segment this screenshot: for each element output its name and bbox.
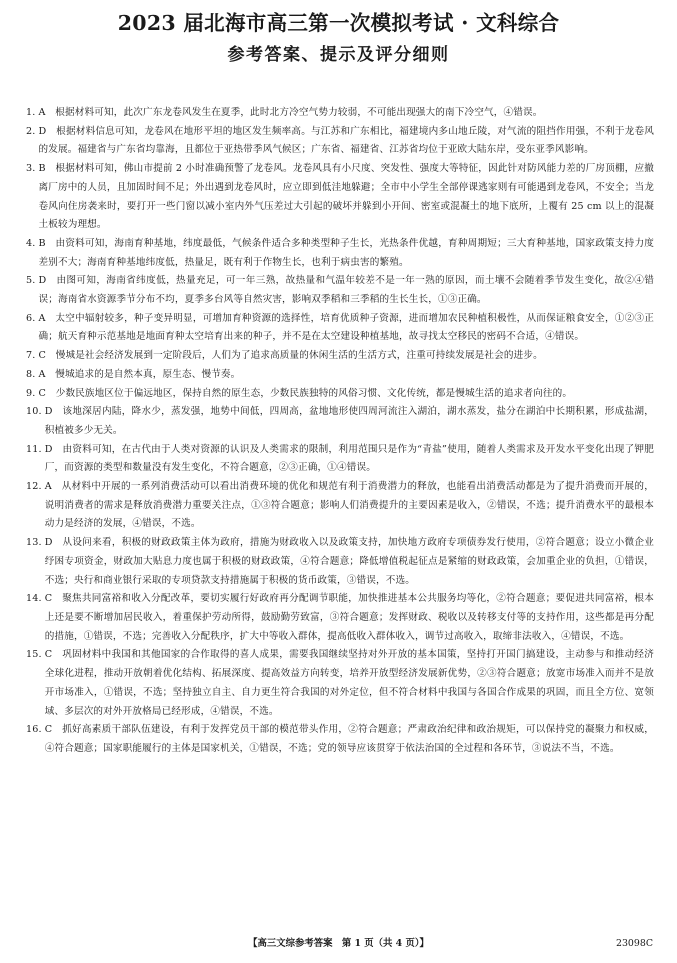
- answer-text: D 由资料可知，在古代由于人类对资源的认识及人类需求的限制，利用范围只是作为“青盐”使用，随着人类需求及开发水平变化出现了钾肥厂，而资源的类型和数量没有发生变化，不符合题意，②③正确，①④错误。: [44, 443, 654, 474]
- answer-number: 14.: [26, 593, 42, 605]
- footer-page-info: 【高三文综参考答案 第 1 页（共 4 页）】: [248, 938, 429, 949]
- answer-number: 6.: [26, 312, 36, 324]
- answer-text: A 从材料中开展的一系列消费活动可以看出消费环境的优化和规范有利于消费潜力的释放，也能看出消费活动都是为了提升消费而开展的，说明消费者的需求是释放消费潜力重要关注点，①③符合题意；影响人们消费提升的主要因素是收入，②错误，不选；提升消费水平的最根本动力是经济的发展，④错误，不选。: [44, 481, 654, 530]
- answer-number: 15.: [26, 649, 42, 661]
- answer-text: D 从设问来看，积极的财政政策主体为政府，措施为财政收入以及政策支持，加快地方政府专项债券发行使用，②符合题意；设立小微企业纾困专项资金，财政加大贴息力度也属于积极的财政政策，④符合题意；降低增值税起征点是紧缩的财政政策，会加重企业的负担，①错误，不选；央行和商业银行采取的专项贷款支持措施属于积极的货币政策，③错误，不选。: [44, 537, 654, 586]
- answer-text: C 聚焦共同富裕和收入分配改革，要切实履行好政府再分配调节职能，加快推进基本公共服务均等化，②符合题意；要促进共同富裕，根本上还是要不断增加居民收入，着重保护劳动所得，鼓励勤劳致富，③符合题意；发挥财政、税收以及转移支付等的支持作用，这些都是再分配的措施，①错误，不选；完善收入分配秩序，扩大中等收入群体，提高低收入群体收入，调节过高收入，取缔非法收入，④错误，不选。: [44, 593, 654, 642]
- page-title: 2023 届北海市高三第一次模拟考试 · 文科综合: [117, 11, 560, 35]
- answer-item: [26, 104, 654, 123]
- answer-number: 16.: [26, 724, 42, 736]
- footer-exam-code: 23098C: [616, 938, 653, 949]
- answer-text: A 慢城追求的是自然本真，原生态、慢节奏。: [38, 368, 241, 380]
- answer-item: [26, 441, 654, 478]
- answer-number: 5.: [26, 275, 36, 287]
- answer-text: A 根据材料可知，此次广东龙卷风发生在夏季，此时北方冷空气势力较弱，不可能出现强大的南下冷空气，④错误。: [38, 107, 543, 118]
- answer-text: B 根据材料可知，佛山市提前 2 小时准确预警了龙卷风。龙卷风具有小尺度、突发性、强度大等特征，因此针对防风能力差的厂房顶棚，应撤离厂房中的人员，且加固时间不足；外出遇到龙卷风时，应立即到低洼地躲避；全市中小学生全部停课逃家则有可能遇到龙卷风，不安全；当龙卷风向住房袭来时，要打开一些门窗以减小室内外气压差过大引起的破坏并躲到小开间、密室或混凝土的地下底所，上覆有 25 cm 以上的混凝土板较为理想。: [38, 163, 654, 231]
- answer-number: 8.: [26, 368, 36, 380]
- answer-number: 11.: [26, 443, 42, 455]
- answer-text: C 少数民族地区位于偏远地区，保持自然的原生态，少数民族独特的风俗习惯、文化传统，都是慢城生活的追求者向往的。: [38, 387, 573, 399]
- answer-number: 1.: [26, 107, 36, 118]
- answer-item: [26, 347, 654, 366]
- answer-item: [26, 272, 654, 309]
- page-footer: [0, 936, 677, 952]
- answer-item: [26, 646, 654, 721]
- page-subtitle: 参考答案、提示及评分细则: [227, 45, 450, 65]
- answer-item: [26, 590, 654, 646]
- answer-number: 7.: [26, 350, 36, 362]
- answer-text: D 根据材料信息可知，龙卷风在地形平坦的地区发生频率高。与江苏和广东相比，福建境内多山地丘陵，对气流的阻挡作用强，不利于龙卷风的发展。福建省与广东省均靠海，且都位于亚热带季风气候区；广东省、福建省、江苏省均位于亚欧大陆东岸，受东亚季风影响。: [38, 125, 654, 156]
- answer-number: 12.: [26, 481, 42, 493]
- answer-text: C 巩固材料中我国和其他国家的合作取得的喜人成果，需要我国继续坚持对外开放的基本国策，坚持打开国门搞建设，主动参与和推动经济全球化进程，推动开放朝着优化结构、拓展深度、提高效益方向转变，培养开放型经济发展新优势，②③符合题意；放宽市场准入而并不是放开市场准入，①错误，不选；坚持独立自主、自力更生符合我国的对外定位，但不符合材料中我国与各国合作成果的巩固，而且全方位、宽领域、多层次的对外开放格局已经形成，④错误，不选。: [44, 649, 654, 717]
- answer-item: [26, 123, 654, 160]
- answer-text: D 由图可知，海南省纬度低，热量充足，可一年三熟，故热量和气温年较差不是一年一熟的原因，而土壤不会随着季节发生变化，故②④错误；海南省水资源季节分布不均，夏季多台风等自然灾害，影响双季稻和三季稻的生长生长，①③正确。: [38, 275, 654, 306]
- answer-item: [26, 366, 654, 385]
- answer-number: 4.: [26, 237, 36, 249]
- answer-text: C 抓好高素质干部队伍建设，有利于发挥党员干部的模范带头作用，②符合题意；严肃政治纪律和政治规矩，可以保持党的凝聚力和权威，④符合题意；国家职能履行的主体是国家机关，①错误，不选；党的领导应该贯穿于依法治国的全过程和各环节，③说法不当，不选。: [44, 724, 654, 754]
- answer-item: [26, 235, 654, 272]
- answer-item: [26, 534, 654, 590]
- answer-list: [26, 104, 654, 759]
- answer-number: 3.: [26, 163, 36, 175]
- answer-text: A 太空中辐射较多，种子变异明显，可增加育种资源的选择性，培育优质种子资源，进而增加农民种植积极性，从而保证粮食安全，①②③正确；航天育种示范基地是地面育种太空培育出来的种子，并不是在太空建设种植基地，故寻找太空移民的密码不合适，④错误。: [38, 312, 654, 343]
- answer-item: [26, 721, 654, 758]
- answer-number: 10.: [26, 406, 42, 418]
- answer-number: 2.: [26, 125, 36, 137]
- answer-number: 13.: [26, 537, 42, 549]
- answer-item: [26, 478, 654, 534]
- answer-item: [26, 403, 654, 440]
- answer-item: [26, 160, 654, 235]
- answer-item: [26, 310, 654, 347]
- answer-text: C 慢城是社会经济发展到一定阶段后，人们为了追求高质量的休闲生活的生活方式，注重可持续发展是社会的进步。: [38, 350, 543, 362]
- answer-text: B 由资料可知，海南育种基地，纬度最低，气候条件适合多种类型种子生长，光热条件优越，育种周期短；三大育种基地，国家政策支持力度差别不大；海南育种基地纬度低，热量足，既有利于作物生长，也利于病虫害的繁殖。: [38, 237, 654, 268]
- answer-item: [26, 385, 654, 404]
- answer-text: D 该地深居内陆，降水少，蒸发强，地势中间低，四周高，盆地地形使四周河流注入湖泊，湖水蒸发，盐分在湖泊中长期积累，形成盐湖，积植被多少无关。: [44, 406, 654, 436]
- answer-number: 9.: [26, 387, 36, 399]
